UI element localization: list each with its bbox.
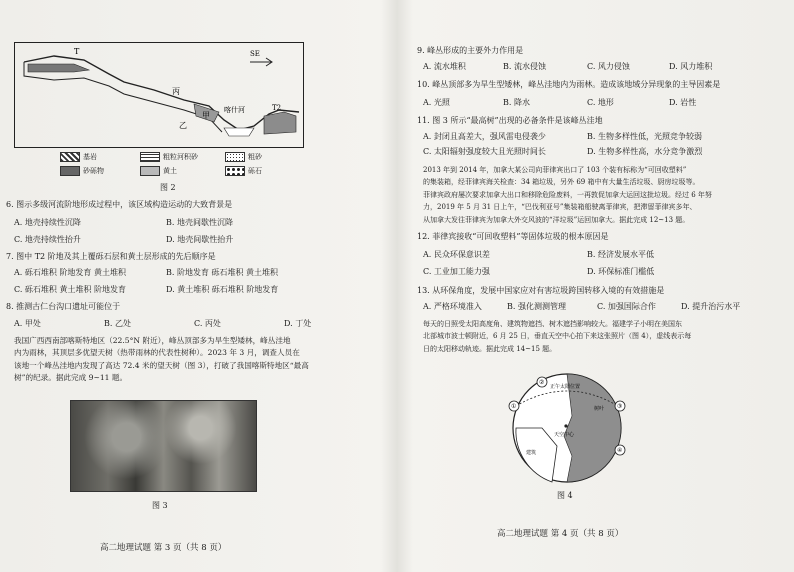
legend-grit: 粗砂 xyxy=(225,152,262,162)
passage-sun-path: 每天的日照受太阳高度角、建筑物遮挡、树木遮挡影响较大。福建学子小明在美国东 北部城市波士顿附近，6 月 25 日，垂直天空中心拍下来这张照片（图 4），虚线表示每 日的太阳移动轨迹。据此完成 14~15 题。 xyxy=(423,320,692,353)
label-building: 建筑 xyxy=(526,450,537,456)
marker-2: ② xyxy=(539,379,545,386)
q13-option-a[interactable]: A. 严格环境准入 xyxy=(423,302,482,311)
label-sky-center: 天空中心 xyxy=(554,432,575,438)
q11-option-c[interactable]: C. 太阳辐射强度较大且光照时间长 xyxy=(423,147,546,156)
q11-option-d[interactable]: D. 生物多样性高，水分竞争激烈 xyxy=(587,147,703,156)
figure-3-photo xyxy=(70,400,257,492)
figure-4-caption: 图 4 xyxy=(557,491,573,500)
passage-karst: 我国广西西南部喀斯特地区（22.5°N 附近），峰丛顶部多为旱生型矮林，峰丛洼地 内为雨林，其顶层多优望天树（热带雨林的代表性树种）。2023 年 3 月，调查人员在 该地一个峰丛洼地内发现了高达 72.4 米的望天树（图 3），打破了我国喀斯特地区“最高 树”的纪录。据此完成 9~11 题。 xyxy=(14,336,309,383)
label-leaves: 树叶 xyxy=(594,406,605,412)
label-t2: T2 xyxy=(272,104,282,112)
label-jia: 甲 xyxy=(202,111,210,120)
q11-stem: 11. 图 3 所示“最高树”出现的必备条件是该峰丛洼地 xyxy=(417,116,603,125)
q7-stem: 7. 图中 T2 阶地及其上覆砾石层和黄土层形成的先后顺序是 xyxy=(6,252,216,261)
q10-option-b[interactable]: B. 降水 xyxy=(503,98,530,107)
q8-option-d[interactable]: D. 丁处 xyxy=(284,319,312,328)
q9-option-b[interactable]: B. 流水侵蚀 xyxy=(503,62,546,71)
passage-garbage: 2013 年到 2014 年，加拿大某公司向菲律宾出口了 103 个装有标称为“可回收塑料” 的集装箱，经菲律宾海关检查：34 箱垃圾，另外 69 箱中有大量生活垃圾、厨房垃圾等。 菲律宾政府屡次要求加拿大出口和移除危险废料，一再敦促加拿大运回这批垃圾。经过 6 年努 力，2019 年 5 月 31 日上午，“巴伐利亚号”集装箱船驶离菲律宾，把滞留菲律宾多年、 从加拿大发往菲律宾为加拿大外交风波的“洋垃圾”运回加拿大。据此完成 12~13 题。 xyxy=(423,166,712,224)
q13-stem: 13. 从环保角度，发展中国家应对有害垃圾跨国转移入境的有效措施是 xyxy=(417,286,665,295)
label-bing: 丙 xyxy=(172,87,180,96)
q6-option-c[interactable]: C. 地壳持续性抬升 xyxy=(14,235,81,244)
legend-pebble: 砾石 xyxy=(225,166,262,176)
marker-4: ④ xyxy=(617,447,623,454)
marker-1: ① xyxy=(511,403,517,410)
figure-3-caption: 图 3 xyxy=(152,501,168,510)
page-4 xyxy=(397,0,794,572)
q13-option-d[interactable]: D. 提升治污水平 xyxy=(681,302,741,311)
q7-option-c[interactable]: C. 砾石堆积 黄土堆积 阶地发育 xyxy=(14,285,127,294)
q10-stem: 10. 峰丛顶部多为旱生型矮林，峰丛洼地内为雨林。造成该地域分异现象的主导因素是 xyxy=(417,80,721,89)
q12-option-b[interactable]: B. 经济发展水平低 xyxy=(587,250,654,259)
q6-option-b[interactable]: B. 地壳间歇性沉降 xyxy=(166,218,233,227)
legend-coarse-sand: 粗粒河积砂 xyxy=(140,152,198,162)
q8-option-b[interactable]: B. 乙处 xyxy=(104,319,131,328)
label-river: 喀什河 xyxy=(224,106,245,114)
q11-option-b[interactable]: B. 生物多样性低，光照竞争较弱 xyxy=(587,132,702,141)
q12-stem: 12. 菲律宾接收“可回收塑料”等固体垃圾的根本原因是 xyxy=(417,232,609,241)
q6-stem: 6. 图示多级河流阶地形成过程中，该区域构造运动的大致背景是 xyxy=(6,200,233,209)
q7-option-a[interactable]: A. 砾石堆积 阶地发育 黄土堆积 xyxy=(14,268,126,277)
q10-option-c[interactable]: C. 地形 xyxy=(587,98,614,107)
q12-option-a[interactable]: A. 民众环保意识差 xyxy=(423,250,490,259)
marker-3: ③ xyxy=(617,403,623,410)
q6-option-d[interactable]: D. 地壳间歇性抬升 xyxy=(166,235,234,244)
figure-2-caption: 图 2 xyxy=(160,183,176,192)
q8-stem: 8. 推测古仁台沟口遗址可能位于 xyxy=(6,302,121,311)
page-4-footer: 高二地理试题 第 4 页（共 8 页） xyxy=(497,529,624,539)
q10-option-d[interactable]: D. 岩性 xyxy=(669,98,697,107)
legend-loess: 黄土 xyxy=(140,166,177,176)
q11-option-a[interactable]: A. 封闭且高差大，强风雷电侵袭少 xyxy=(423,132,546,141)
q7-option-b[interactable]: B. 阶地发育 砾石堆积 黄土堆积 xyxy=(166,268,279,277)
label-noon-sun: 正午太阳位置 xyxy=(550,384,581,390)
label-yi: 乙 xyxy=(179,121,187,130)
q12-option-c[interactable]: C. 工业加工能力强 xyxy=(423,267,490,276)
q8-option-c[interactable]: C. 丙处 xyxy=(194,319,221,328)
q13-option-b[interactable]: B. 强化测测管理 xyxy=(507,302,566,311)
q9-option-a[interactable]: A. 流水堆积 xyxy=(423,62,466,71)
figure-4-sky-photo-diagram xyxy=(502,366,632,490)
q9-option-c[interactable]: C. 风力侵蚀 xyxy=(587,62,630,71)
legend-gravel-deposit: 砂砾物 xyxy=(60,166,104,176)
q8-option-a[interactable]: A. 甲处 xyxy=(14,319,41,328)
q9-option-d[interactable]: D. 风力堆积 xyxy=(669,62,713,71)
q9-stem: 9. 峰丛形成的主要外力作用是 xyxy=(417,46,524,55)
q13-option-c[interactable]: C. 加强国际合作 xyxy=(597,302,656,311)
page-3-footer: 高二地理试题 第 3 页（共 8 页） xyxy=(100,543,227,553)
label-t: T xyxy=(74,47,80,56)
q7-option-d[interactable]: D. 黄土堆积 砾石堆积 阶地发育 xyxy=(166,285,279,294)
label-se: SE xyxy=(250,50,260,58)
q6-option-a[interactable]: A. 地壳持续性沉降 xyxy=(14,218,81,227)
q10-option-a[interactable]: A. 光照 xyxy=(423,98,450,107)
legend-bedrock: 基岩 xyxy=(60,152,97,162)
figure-2-terrace-profile xyxy=(14,42,304,148)
q12-option-d[interactable]: D. 环保标准门槛低 xyxy=(587,267,655,276)
